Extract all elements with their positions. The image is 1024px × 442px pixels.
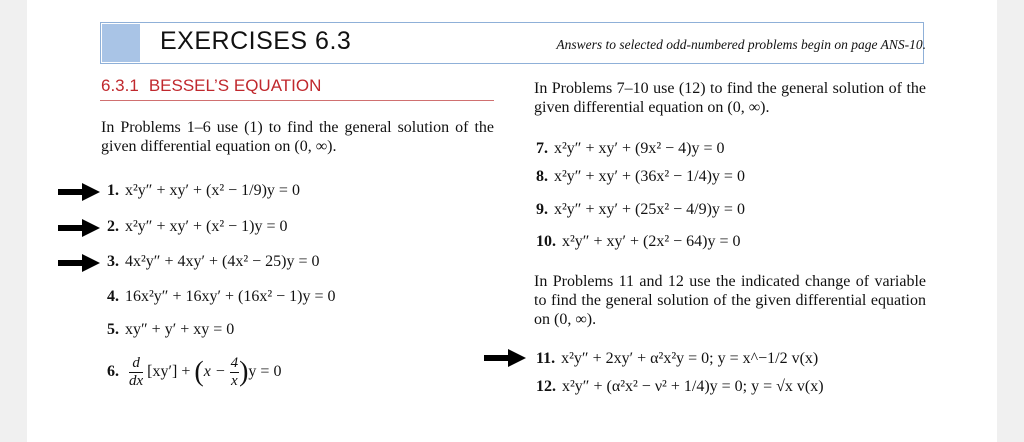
problem-number: 12.	[536, 378, 556, 395]
section-name: BESSEL’S EQUATION	[148, 76, 322, 95]
problem-equation: x²y″ + xy′ + (x² − 1)y = 0	[125, 218, 288, 235]
bracket-term: [xy′] +	[147, 363, 191, 381]
section-heading	[101, 76, 321, 96]
problem-equation: xy″ + y′ + xy = 0	[125, 321, 235, 338]
x-minus-term: x −	[203, 363, 226, 381]
answers-note: Answers to selected odd-numbered problems begin on page ANS-10.	[556, 37, 926, 52]
arrow-right-icon	[58, 183, 100, 201]
problem-equation: 16x²y″ + 16xy′ + (16x² − 1)y = 0	[125, 288, 336, 305]
problem-9	[536, 201, 745, 219]
problem-number: 1.	[107, 182, 119, 199]
fraction-numerator: 4	[230, 355, 239, 371]
problem-number: 7.	[536, 140, 548, 157]
left-intro: In Problems 1–6 use (1) to find the general solution of the given differential equation on (0, ∞).	[101, 119, 494, 155]
four-over-x-fraction	[230, 355, 240, 390]
problem-number: 10.	[536, 233, 556, 250]
problem-number: 11.	[536, 350, 556, 367]
problem-number: 6.	[107, 363, 119, 381]
right-intro-7-10: In Problems 7–10 use (12) to find the general solution of the given differential equation on (0, ∞).	[534, 80, 926, 116]
problem-equation: x²y″ + xy′ + (x² − 1/9)y = 0	[125, 182, 300, 199]
problem-equation: x²y″ + xy′ + (36x² − 1/4)y = 0	[554, 168, 745, 185]
problem-equation: x²y″ + 2xy′ + α²x²y = 0; y = x^−1/2 v(x)	[561, 350, 819, 367]
section-rule	[100, 100, 494, 101]
problem-6	[107, 355, 281, 390]
problem-equation: x²y″ + xy′ + (9x² − 4)y = 0	[554, 140, 725, 157]
left-paren: (	[194, 356, 204, 388]
fraction-numerator: d	[129, 355, 143, 373]
problem-equation: 4x²y″ + 4xy′ + (4x² − 25)y = 0	[125, 253, 320, 270]
problem-number: 3.	[107, 253, 119, 270]
problem-number: 4.	[107, 288, 119, 305]
problem-number: 5.	[107, 321, 119, 338]
problem-3	[107, 253, 320, 271]
problem-10	[536, 233, 741, 251]
arrow-right-icon	[484, 349, 526, 367]
fraction-denominator: x	[231, 373, 238, 389]
arrow-right-icon	[58, 219, 100, 237]
problem-2	[107, 218, 288, 236]
equation-tail: y = 0	[248, 363, 282, 381]
problem-equation: x²y″ + (α²x² − ν² + 1/4)y = 0; y = √x v(x)	[562, 378, 824, 395]
fraction-denominator: dx	[129, 373, 144, 389]
problem-number: 8.	[536, 168, 548, 185]
problem-number: 2.	[107, 218, 119, 235]
problem-4	[107, 288, 336, 306]
problem-7	[536, 140, 725, 158]
header-accent-block	[102, 24, 140, 62]
section-number: 6.3.1	[101, 76, 139, 95]
exercises-title: EXERCISES 6.3	[160, 27, 352, 55]
problem-11	[536, 350, 818, 368]
right-paren: )	[239, 356, 249, 388]
problem-8	[536, 168, 745, 186]
derivative-fraction	[129, 355, 143, 390]
right-intro-11-12: In Problems 11 and 12 use the indicated change of variable to find the general solution of the given differential equation on (0, ∞).	[534, 273, 926, 328]
problem-12	[536, 378, 824, 396]
problem-number: 9.	[536, 201, 548, 218]
problem-equation: x²y″ + xy′ + (25x² − 4/9)y = 0	[554, 201, 745, 218]
problem-equation: x²y″ + xy′ + (2x² − 64)y = 0	[562, 233, 741, 250]
problem-5	[107, 321, 234, 339]
arrow-right-icon	[58, 254, 100, 272]
problem-1	[107, 182, 300, 200]
